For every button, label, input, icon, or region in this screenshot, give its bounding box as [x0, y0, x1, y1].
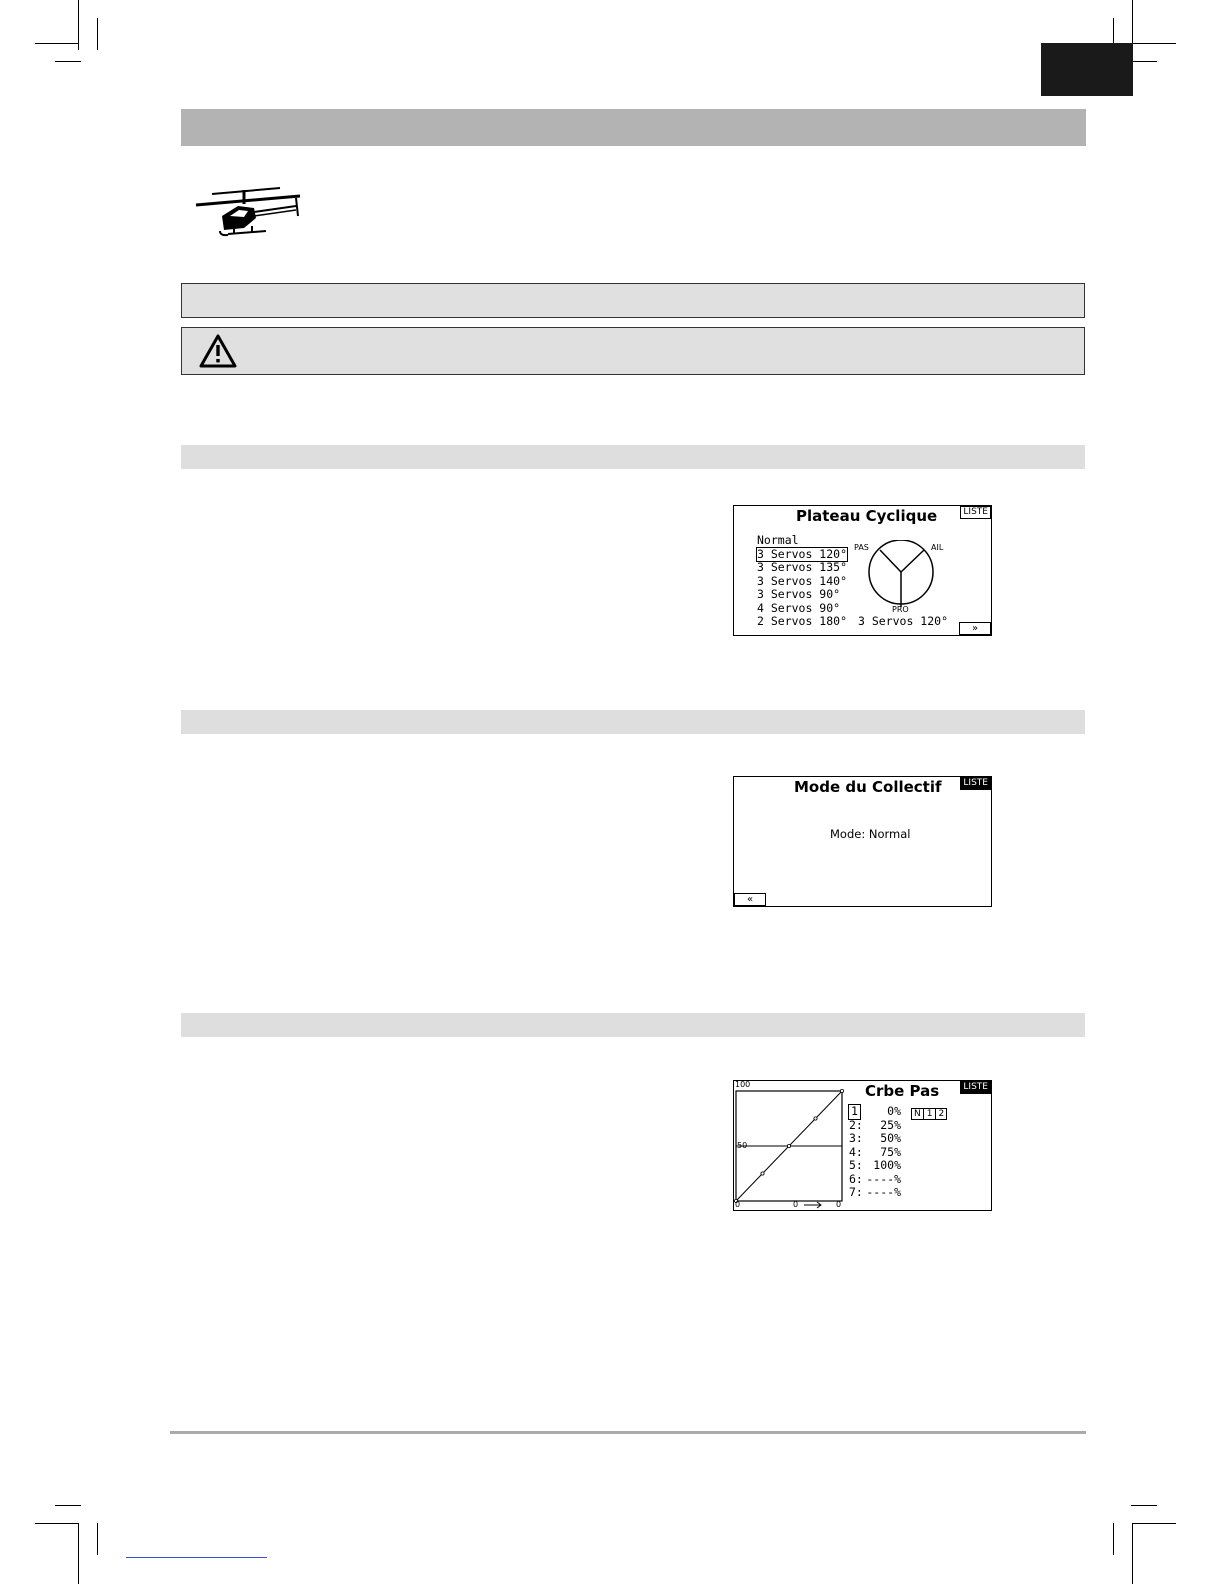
crop-mark	[55, 1505, 81, 1506]
swash-option[interactable]: 3 Servos 135°	[757, 560, 848, 574]
swash-option[interactable]: 3 Servos 140°	[757, 573, 848, 588]
warning-icon	[198, 333, 238, 369]
screen-title: Plateau Cyclique	[796, 507, 938, 525]
x-axis-center-label: 0	[793, 1200, 799, 1209]
curve-point-label[interactable]: 6:	[849, 1171, 863, 1186]
curve-point-label[interactable]: 3:	[849, 1131, 863, 1145]
list-button[interactable]: LISTE	[960, 1081, 991, 1094]
crop-mark	[97, 1523, 98, 1555]
crop-mark	[97, 18, 98, 50]
crop-mark	[1132, 1523, 1133, 1584]
mode-1[interactable]: 1	[924, 1109, 937, 1119]
note-box	[181, 283, 1085, 318]
section-title-bar	[181, 109, 1086, 146]
mode-n[interactable]: N	[912, 1109, 924, 1119]
curve-point-value[interactable]: 50%	[880, 1131, 901, 1145]
swash-type-value: 3 Servos 120°	[858, 614, 949, 628]
crop-mark	[1133, 43, 1176, 44]
swash-option[interactable]: 2 Servos 180°	[757, 614, 848, 628]
curve-point-label[interactable]: 5:	[849, 1158, 863, 1172]
swash-option[interactable]: 3 Servos 90°	[757, 587, 841, 601]
section-header-bar	[181, 710, 1085, 734]
curve-point-label[interactable]: 7:	[849, 1185, 863, 1199]
swash-option[interactable]: Normal	[757, 533, 799, 547]
curve-point-label[interactable]: 2:	[849, 1117, 863, 1132]
crop-mark	[55, 61, 81, 62]
list-button[interactable]: LISTE	[960, 777, 991, 790]
flight-mode-selector[interactable]	[911, 1108, 947, 1120]
curve-point-value[interactable]: 25%	[880, 1117, 901, 1132]
collective-mode-value[interactable]: Mode: Normal	[830, 827, 911, 841]
curve-point-marker	[761, 1172, 764, 1175]
pitch-curve-graph	[734, 1081, 846, 1211]
collective-mode-screen	[733, 776, 992, 907]
curve-point-value[interactable]: 100%	[873, 1158, 901, 1172]
swashplate-screen	[733, 505, 992, 636]
curve-point-label[interactable]: 4:	[849, 1144, 863, 1159]
screen-title: Mode du Collectif	[794, 778, 942, 796]
crop-mark	[1131, 1505, 1157, 1506]
list-button[interactable]: LISTE	[960, 506, 991, 519]
curve-point-marker	[840, 1089, 843, 1092]
crop-mark	[78, 1523, 79, 1584]
swashplate-diagram	[866, 540, 938, 608]
crop-mark	[35, 43, 78, 44]
footer-link-underline	[126, 1557, 267, 1558]
swash-option[interactable]: 4 Servos 90°	[757, 600, 841, 615]
mode-2[interactable]: 2	[938, 1109, 945, 1119]
section-header-bar	[181, 445, 1085, 469]
ail-label: AIL	[931, 543, 944, 552]
screen-title: Crbe Pas	[865, 1082, 940, 1100]
pro-label: PRO	[892, 605, 909, 614]
section-header-bar	[181, 1013, 1085, 1037]
crop-mark	[1113, 1523, 1114, 1555]
curve-point-value[interactable]: 0%	[887, 1104, 901, 1118]
swash-option[interactable]: 3 Servos 120°	[757, 546, 848, 561]
y-axis-mid-label: 50	[737, 1141, 748, 1150]
crop-mark	[1131, 61, 1157, 62]
curve-point-value[interactable]: 75%	[880, 1144, 901, 1159]
footer-rule	[170, 1431, 1086, 1434]
curve-point-marker	[787, 1144, 790, 1147]
pas-label: PAS	[854, 543, 869, 552]
y-axis-max-label: 100	[735, 1080, 751, 1089]
crop-mark	[78, 0, 79, 50]
language-tab	[1041, 43, 1133, 96]
pitch-curve-screen	[733, 1080, 992, 1211]
curve-point-marker	[814, 1117, 817, 1120]
x-axis-left-label: 0	[735, 1200, 741, 1209]
back-button[interactable]: «	[734, 893, 766, 906]
curve-point-value[interactable]: ----%	[866, 1171, 901, 1186]
warning-box	[181, 327, 1085, 375]
curve-point-label[interactable]: 1	[851, 1104, 858, 1118]
x-axis-right-label: 0	[836, 1200, 842, 1209]
next-page-button[interactable]: »	[959, 622, 991, 635]
crop-mark	[1133, 1523, 1176, 1524]
crop-mark	[35, 1523, 78, 1524]
helicopter-icon	[192, 184, 304, 242]
curve-point-value[interactable]: ----%	[866, 1185, 901, 1199]
